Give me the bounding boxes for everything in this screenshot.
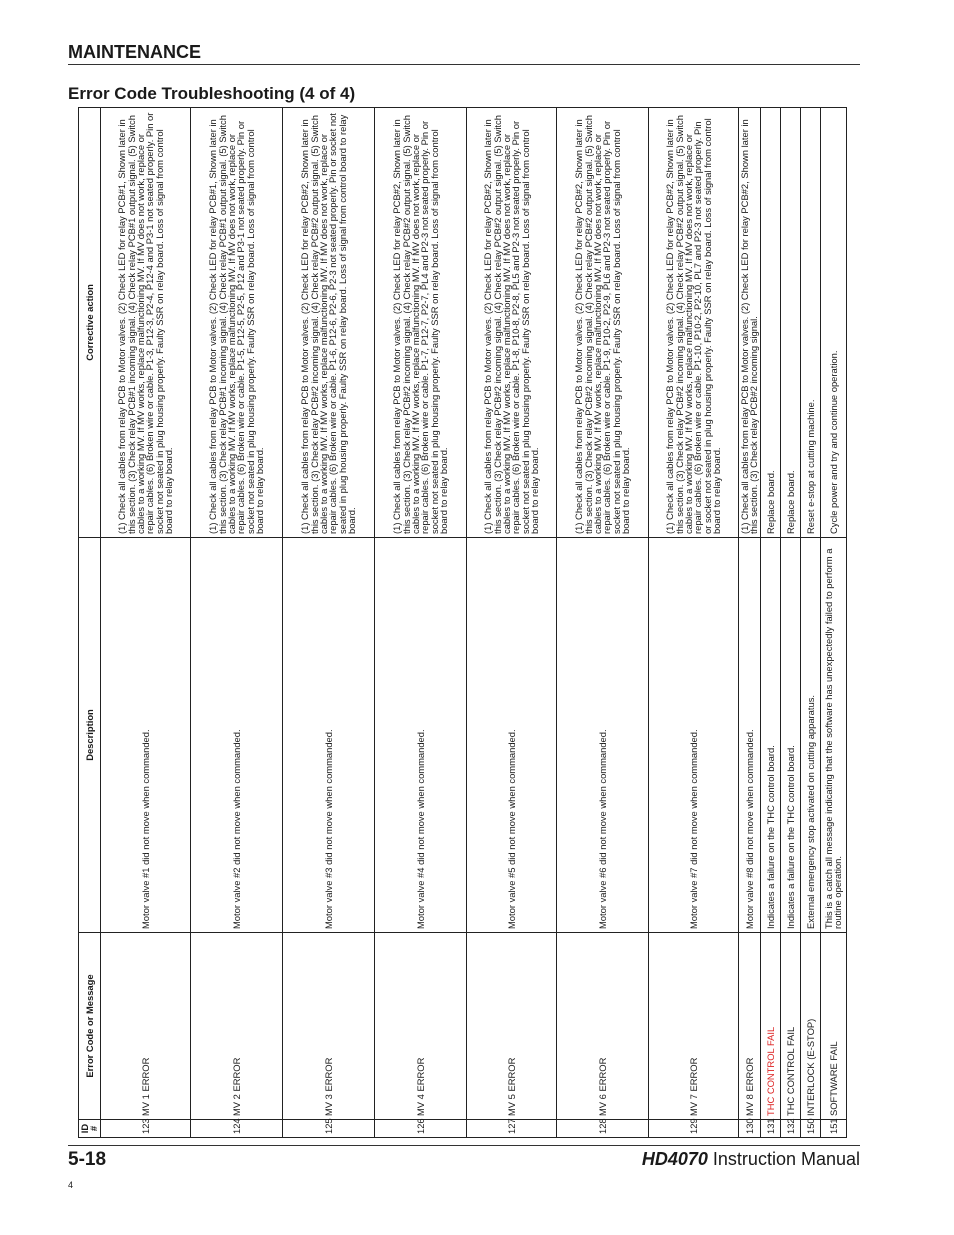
row-id: 124 xyxy=(190,1120,282,1138)
table-row xyxy=(556,108,648,1138)
row-action: Replace board. xyxy=(780,108,800,538)
row-id: 150 xyxy=(800,1120,820,1138)
row-desc: Motor valve #2 did not move when commanded. xyxy=(190,538,282,933)
section-header: MAINTENANCE xyxy=(68,42,201,62)
table-row xyxy=(190,108,282,1138)
row-code: SOFTWARE FAIL xyxy=(820,933,846,1120)
row-code: MV 4 ERROR xyxy=(374,933,466,1120)
row-desc: Motor valve #6 did not move when commanded. xyxy=(556,538,648,933)
page-title: Error Code Troubleshooting (4 of 4) xyxy=(68,84,356,103)
row-code: THC CONTROL FAIL xyxy=(780,933,800,1120)
row-code: MV 8 ERROR xyxy=(738,933,760,1120)
row-code: MV 3 ERROR xyxy=(282,933,374,1120)
row-code: THC CONTROL FAIL xyxy=(760,933,780,1120)
troubleshooting-table xyxy=(78,107,847,1138)
row-action: Reset e-stop at cutting machine. xyxy=(800,108,820,538)
row-desc: Motor valve #5 did not move when commanded. xyxy=(466,538,556,933)
row-action: (1) Check all cables from relay PCB to Motor valves. (2) Check LED for relay PCB#2, Shown later in this section. (3) Check relay PCB#2 incoming signal. (4) Check relay PCB#2 output signal. (5) Switch cables to a working MV. If MV works, replace malfunctioning MV. If MV does not work, replace or repair cables. (6) Broken wire or cable. P1-6, P12-6, P2-6, P2-3 not seated properly. Pin or socket not seated in plug housing properly. Faulty SSR on relay board. Loss of signal from control board to relay board. xyxy=(282,108,374,538)
row-desc: Motor valve #8 did not move when commanded. xyxy=(738,538,760,933)
row-code: MV 7 ERROR xyxy=(648,933,738,1120)
row-action: Cycle power and try and continue operation. xyxy=(820,108,846,538)
header-rule xyxy=(68,64,860,65)
row-id: 128 xyxy=(556,1120,648,1138)
row-id: 131 xyxy=(760,1120,780,1138)
table-row xyxy=(800,108,820,1138)
row-desc: Indicates a failure on the THC control board. xyxy=(760,538,780,933)
table-row xyxy=(738,108,760,1138)
row-id: 123 xyxy=(100,1120,190,1138)
footer-rule xyxy=(68,1145,860,1146)
row-id: 126 xyxy=(374,1120,466,1138)
row-id: 132 xyxy=(780,1120,800,1138)
row-desc: Motor valve #3 did not move when commanded. xyxy=(282,538,374,933)
table-row xyxy=(780,108,800,1138)
row-id: 129 xyxy=(648,1120,738,1138)
manual-label: Instruction Manual xyxy=(712,1149,860,1169)
table-row xyxy=(760,108,780,1138)
row-action: (1) Check all cables from relay PCB to Motor valves. (2) Check LED for relay PCB#2, Shown later in this section. (3) Check relay PCB#2 incoming signal. xyxy=(738,108,760,538)
table-row xyxy=(648,108,738,1138)
row-id: 130 xyxy=(738,1120,760,1138)
manual-title xyxy=(642,1149,860,1170)
row-action: (1) Check all cables from relay PCB to Motor valves. (2) Check LED for relay PCB#2, Shown later in this section. (3) Check relay PCB#2 incoming signal. (4) Check relay PCB#2 output signal. (5) Switch cables to a working MV. If MV works, replace malfunctioning MV. If MV does not work, replace or repair cables. (6) Broken wire or cable. P1-10, P10-2, P2-10, PL7 and P2-3 not seated properly. Pin or socket not seated in plug housing properly. Faulty SSR on relay board. Loss of signal from control board to relay board. xyxy=(648,108,738,538)
row-code: MV 2 ERROR xyxy=(190,933,282,1120)
col-id-header: ID # xyxy=(79,1120,101,1138)
table-row xyxy=(100,108,190,1138)
footnote: 4 xyxy=(68,1180,74,1190)
row-code: INTERLOCK (E-STOP) xyxy=(800,933,820,1120)
table-header-row xyxy=(79,108,101,1138)
table-area xyxy=(78,108,844,1138)
row-action: (1) Check all cables from relay PCB to Motor valves. (2) Check LED for relay PCB#2, Shown later in this section. (3) Check relay PCB#2 incoming signal. (4) Check relay PCB#2 output signal. (5) Switch cables to a working MV. If MV works, replace malfunctioning MV. If MV does not work, replace or repair cables. (6) Broken wire or cable. P1-9, P10-2, P2-9, PL6 and P2-3 not seated properly. Pin or socket not seated in plug housing properly. Faulty SSR on relay board. Loss of signal from control board to relay board. xyxy=(556,108,648,538)
row-code: MV 5 ERROR xyxy=(466,933,556,1120)
row-desc: Indicates a failure on the THC control board. xyxy=(780,538,800,933)
row-desc: Motor valve #7 did not move when commanded. xyxy=(648,538,738,933)
col-code-header: Error Code or Message xyxy=(79,933,101,1120)
row-action: (1) Check all cables from relay PCB to Motor valves. (2) Check LED for relay PCB#1, Shown later in this section. (3) Check relay PCB#1 incoming signal. (4) Check relay PCB#1 output signal. (5) Switch cables to a working MV. If MV works, replace malfunctioning MV. If MV does not work, replace or repair cables. (6) Broken wire or cable. P1-5, P12-5, P2-5, P12 and P3-1 not seated properly. Pin or socket not seated in plug housing properly. Faulty SSR on relay board. Loss of signal from control board to relay board. xyxy=(190,108,282,538)
row-desc: External emergency stop activated on cutting apparatus. xyxy=(800,538,820,933)
row-action: (1) Check all cables from relay PCB to Motor valves. (2) Check LED for relay PCB#1, Shown later in this section. (3) Check relay PCB#1 incoming signal. (4) Check relay PCB#1 output signal. (5) Switch cables to a working MV. If MV works, replace malfunctioning MV. If MV does not work, replace or repair cables. (6) Broken wire or cable. P1-3, P12-3, P2-4, P12-4 and P3-1 not seated properly. Pin or socket not seated in plug housing properly. Faulty SSR on relay board. Loss of signal from control board to relay board. xyxy=(100,108,190,538)
row-action: (1) Check all cables from relay PCB to Motor valves. (2) Check LED for relay PCB#2, Shown later in this section. (3) Check relay PCB#2 incoming signal. (4) Check relay PCB#2 output signal. (5) Switch cables to a working MV. If MV works, replace malfunctioning MV. If MV does not work, replace or repair cables. (6) Broken wire or cable. P1-8, P10-8, P2-8, PL5 and P2-3 not seated properly. Pin or socket not seated in plug housing properly. Faulty SSR on relay board. Loss of signal from control board to relay board. xyxy=(466,108,556,538)
row-id: 125 xyxy=(282,1120,374,1138)
model-name: HD4070 xyxy=(641,1149,708,1169)
row-desc: Motor valve #4 did not move when commanded. xyxy=(374,538,466,933)
row-code: MV 1 ERROR xyxy=(100,933,190,1120)
table-row xyxy=(374,108,466,1138)
page-number: 5-18 xyxy=(68,1149,107,1170)
col-action-header: Corrective action xyxy=(79,108,101,538)
row-id: 127 xyxy=(466,1120,556,1138)
row-desc: Motor valve #1 did not move when commanded. xyxy=(100,538,190,933)
row-action: Replace board. xyxy=(760,108,780,538)
table-row xyxy=(466,108,556,1138)
table-row xyxy=(282,108,374,1138)
row-action: (1) Check all cables from relay PCB to Motor valves. (2) Check LED for relay PCB#2, Shown later in this section. (3) Check relay PCB#2 incoming signal. (4) Check relay PCB#2 output signal. (5) Switch cables to a working MV. If MV works, replace malfunctioning MV. If MV does not work, replace or repair cables. (6) Broken wire or cable. P1-7, P12-7, P2-7, PL4 and P2-3 not seated properly. Pin or socket not seated in plug housing properly. Faulty SSR on relay board. Loss of signal from control board to relay board. xyxy=(374,108,466,538)
row-desc: This is a catch all message indicating that the software has unexpectedly failed to perform a routine operation. xyxy=(820,538,846,933)
row-id: 151 xyxy=(820,1120,846,1138)
row-code: MV 6 ERROR xyxy=(556,933,648,1120)
table-row xyxy=(820,108,846,1138)
col-desc-header: Description xyxy=(79,538,101,933)
